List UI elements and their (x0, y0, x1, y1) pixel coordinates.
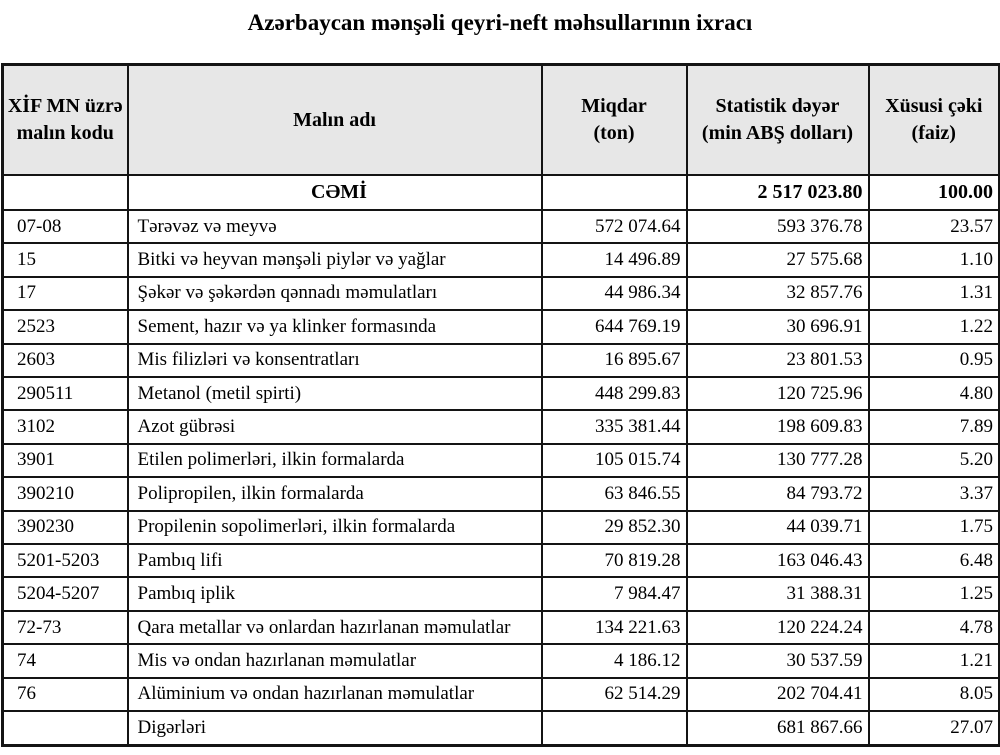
table-row (3, 611, 1000, 644)
cell-quantity: 44 986.34 (542, 277, 687, 310)
header-row (3, 65, 1000, 176)
cell-value: 163 046.43 (687, 544, 869, 577)
cell-quantity: 63 846.55 (542, 477, 687, 510)
cell-name: Mis və ondan hazırlanan məmulatlar (128, 644, 542, 677)
cell-code: 5201-5203 (3, 544, 128, 577)
cell-value: 32 857.76 (687, 277, 869, 310)
cell-share: 7.89 (869, 410, 1000, 443)
table-row (3, 410, 1000, 443)
cell-value: 44 039.71 (687, 511, 869, 544)
cell-name: Metanol (metil spirti) (128, 377, 542, 410)
cell-value: 30 537.59 (687, 644, 869, 677)
cell-quantity: 4 186.12 (542, 644, 687, 677)
cell-value: 120 725.96 (687, 377, 869, 410)
cell-code: 07-08 (3, 210, 128, 243)
cell-value: 84 793.72 (687, 477, 869, 510)
cell-quantity: 335 381.44 (542, 410, 687, 443)
cell-share: 1.75 (869, 511, 1000, 544)
table-row (3, 511, 1000, 544)
cell-name: Pambıq iplik (128, 577, 542, 610)
table-row (3, 544, 1000, 577)
cell-code: 2523 (3, 310, 128, 343)
cell-quantity: 7 984.47 (542, 577, 687, 610)
cell-value: 2 517 023.80 (687, 175, 869, 210)
table-body (3, 175, 1000, 746)
cell-name: Digərləri (128, 711, 542, 745)
cell-code: 2603 (3, 344, 128, 377)
cell-quantity: 644 769.19 (542, 310, 687, 343)
cell-quantity (542, 175, 687, 210)
cell-code: 3901 (3, 444, 128, 477)
table-row (3, 344, 1000, 377)
cell-name: Azot gübrəsi (128, 410, 542, 443)
column-header-name: Malın adı (128, 65, 542, 176)
cell-code: 72-73 (3, 611, 128, 644)
cell-code (3, 175, 128, 210)
cell-code: 290511 (3, 377, 128, 410)
cell-quantity: 70 819.28 (542, 544, 687, 577)
cell-share: 1.31 (869, 277, 1000, 310)
cell-value: 27 575.68 (687, 243, 869, 276)
cell-share: 6.48 (869, 544, 1000, 577)
cell-quantity (542, 711, 687, 745)
column-header-code: XİF MN üzrə malın kodu (3, 65, 128, 176)
cell-value: 198 609.83 (687, 410, 869, 443)
cell-value: 130 777.28 (687, 444, 869, 477)
cell-name: Pambıq lifi (128, 544, 542, 577)
table-row (3, 644, 1000, 677)
cell-quantity: 572 074.64 (542, 210, 687, 243)
cell-share: 5.20 (869, 444, 1000, 477)
cell-code: 74 (3, 644, 128, 677)
cell-share: 8.05 (869, 678, 1000, 711)
table-row (3, 310, 1000, 343)
cell-name: Mis filizləri və konsentratları (128, 344, 542, 377)
cell-quantity: 16 895.67 (542, 344, 687, 377)
cell-share: 23.57 (869, 210, 1000, 243)
table-row (3, 711, 1000, 745)
cell-value: 593 376.78 (687, 210, 869, 243)
cell-value: 31 388.31 (687, 577, 869, 610)
cell-share: 1.22 (869, 310, 1000, 343)
cell-code: 76 (3, 678, 128, 711)
table-row (3, 377, 1000, 410)
cell-code: 15 (3, 243, 128, 276)
cell-code: 390230 (3, 511, 128, 544)
column-header-quantity: Miqdar (ton) (542, 65, 687, 176)
cell-share: 1.21 (869, 644, 1000, 677)
cell-name: Propilenin sopolimerləri, ilkin formalarda (128, 511, 542, 544)
cell-quantity: 448 299.83 (542, 377, 687, 410)
cell-quantity: 105 015.74 (542, 444, 687, 477)
cell-name: Qara metallar və onlardan hazırlanan məmulatlar (128, 611, 542, 644)
cell-code (3, 711, 128, 745)
table-row (3, 277, 1000, 310)
table-row (3, 577, 1000, 610)
cell-name: Etilen polimerləri, ilkin formalarda (128, 444, 542, 477)
cell-share: 27.07 (869, 711, 1000, 745)
cell-code: 17 (3, 277, 128, 310)
cell-value: 23 801.53 (687, 344, 869, 377)
cell-share: 3.37 (869, 477, 1000, 510)
cell-quantity: 62 514.29 (542, 678, 687, 711)
cell-share: 0.95 (869, 344, 1000, 377)
cell-share: 4.80 (869, 377, 1000, 410)
cell-name: CƏMİ (128, 175, 542, 210)
cell-code: 390210 (3, 477, 128, 510)
cell-name: Tərəvəz və meyvə (128, 210, 542, 243)
cell-share: 4.78 (869, 611, 1000, 644)
table-row (3, 678, 1000, 711)
table-row (3, 243, 1000, 276)
table-row (3, 477, 1000, 510)
cell-value: 681 867.66 (687, 711, 869, 745)
table-header (3, 65, 1000, 176)
cell-value: 202 704.41 (687, 678, 869, 711)
table-row (3, 444, 1000, 477)
cell-code: 5204-5207 (3, 577, 128, 610)
cell-name: Sement, hazır və ya klinker formasında (128, 310, 542, 343)
cell-quantity: 29 852.30 (542, 511, 687, 544)
export-table (1, 63, 1000, 747)
total-row (3, 175, 1000, 210)
cell-code: 3102 (3, 410, 128, 443)
cell-share: 1.25 (869, 577, 1000, 610)
cell-value: 120 224.24 (687, 611, 869, 644)
cell-share: 1.10 (869, 243, 1000, 276)
cell-share: 100.00 (869, 175, 1000, 210)
cell-quantity: 134 221.63 (542, 611, 687, 644)
cell-name: Şəkər və şəkərdən qənnadı məmulatları (128, 277, 542, 310)
page-title: Azərbaycan mənşəli qeyri-neft məhsullarının ixracı (247, 10, 753, 35)
cell-name: Polipropilen, ilkin formalarda (128, 477, 542, 510)
cell-name: Bitki və heyvan mənşəli piylər və yağlar (128, 243, 542, 276)
cell-name: Alüminium və ondan hazırlanan məmulatlar (128, 678, 542, 711)
cell-value: 30 696.91 (687, 310, 869, 343)
cell-quantity: 14 496.89 (542, 243, 687, 276)
column-header-value: Statistik dəyər (min ABŞ dolları) (687, 65, 869, 176)
table-row (3, 210, 1000, 243)
column-header-share: Xüsusi çəki (faiz) (869, 65, 1000, 176)
